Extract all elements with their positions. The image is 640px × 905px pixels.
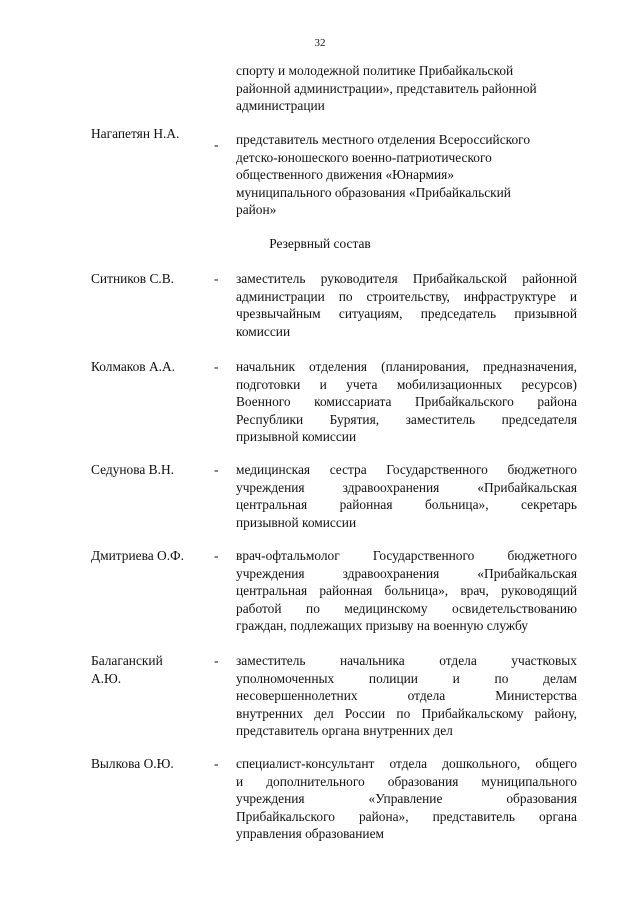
text-line: призывной комиссии: [236, 429, 357, 445]
member-description: [236, 270, 577, 340]
page-number: 32: [314, 37, 326, 49]
text-line: управления образованием: [236, 826, 385, 842]
text-line: представитель органа внутренних дел: [236, 723, 453, 739]
text-line: представитель местного отделения Всероссийского: [236, 132, 531, 147]
dash: -: [214, 653, 219, 668]
dash: -: [214, 271, 219, 286]
member-name: Дмитриева О.Ф.: [91, 548, 184, 563]
text-line: комиссии: [236, 323, 291, 339]
dash: -: [214, 548, 219, 563]
member-name: Ситников С.В.: [91, 271, 175, 286]
text-line: учреждения здравоохранения «Прибайкальская: [236, 479, 577, 495]
member-description: [236, 131, 577, 219]
member-name: Седунова В.Н.: [91, 462, 174, 477]
member-description: [236, 547, 577, 635]
member-description: [236, 461, 577, 531]
reserve-title: Резервный состав: [269, 236, 371, 251]
text-line: Военного комиссариата Прибайкальского района: [236, 394, 577, 410]
text-line: районной администрации», представитель районной: [236, 80, 537, 96]
dash: -: [214, 756, 219, 771]
member-description: [236, 652, 577, 740]
text-line: специалист-консультант отдела дошкольного, общего: [236, 756, 577, 771]
text-line: администрации по строительству, инфраструктуре и: [236, 288, 577, 304]
text-line: работой по медицинскому освидетельствованию: [236, 600, 577, 616]
text-line: подготовки и учета мобилизационных ресурсов): [236, 376, 577, 392]
text-line: муниципального образования «Прибайкальский: [236, 184, 511, 200]
name-line: А.Ю.: [91, 670, 122, 686]
text-line: администрации: [236, 98, 325, 114]
text-line: Прибайкальского района», представитель органа: [236, 808, 577, 824]
text-line: район»: [236, 202, 277, 218]
member-name: [91, 652, 201, 687]
text-line: внутренних дел России по Прибайкальскому району,: [236, 705, 577, 721]
text-line: призывной комиссии: [236, 514, 357, 530]
text-line: заместитель руководителя Прибайкальской районной: [236, 271, 577, 286]
text-line: учреждения «Управление образования: [236, 791, 577, 807]
text-line: заместитель начальника отдела участковых: [236, 653, 577, 668]
dash: -: [214, 462, 219, 477]
text-line: и дополнительного образования муниципального: [236, 773, 577, 789]
text-line: начальник отделения (планирования, предназначения,: [236, 359, 577, 374]
dash: -: [214, 359, 219, 374]
text-line: спорту и молодежной политике Прибайкальской: [236, 63, 514, 78]
text-line: уполномоченных полиции и по делам: [236, 670, 577, 686]
text-line: Республики Бурятия, заместитель председателя: [236, 411, 577, 427]
text-line: врач-офтальмолог Государственного бюджетного: [236, 548, 577, 563]
text-line: общественного движения «Юнармия»: [236, 167, 455, 183]
member-name: Вылкова О.Ю.: [91, 756, 174, 771]
name-line: Балаганский: [91, 653, 163, 668]
text-line: учреждения здравоохранения «Прибайкальская: [236, 565, 577, 581]
dash: -: [214, 137, 219, 152]
member-description: [236, 755, 577, 843]
text-line: центральная районная больница», секретарь: [236, 497, 577, 513]
text-line: центральная районная больница», врач, руководящий: [236, 583, 577, 599]
text-line: граждан, подлежащих призыву на военную службу: [236, 618, 528, 634]
continuation-text: [236, 62, 577, 115]
text-line: несовершеннолетних отдела Министерства: [236, 688, 577, 704]
text-line: детско-юношеского военно-патриотического: [236, 149, 492, 165]
text-line: чрезвычайным ситуациям, председатель призывной: [236, 306, 577, 322]
member-name: Колмаков А.А.: [91, 359, 176, 374]
member-name: Нагапетян Н.А.: [91, 126, 180, 141]
text-line: медицинская сестра Государственного бюджетного: [236, 462, 577, 477]
member-description: [236, 358, 577, 446]
